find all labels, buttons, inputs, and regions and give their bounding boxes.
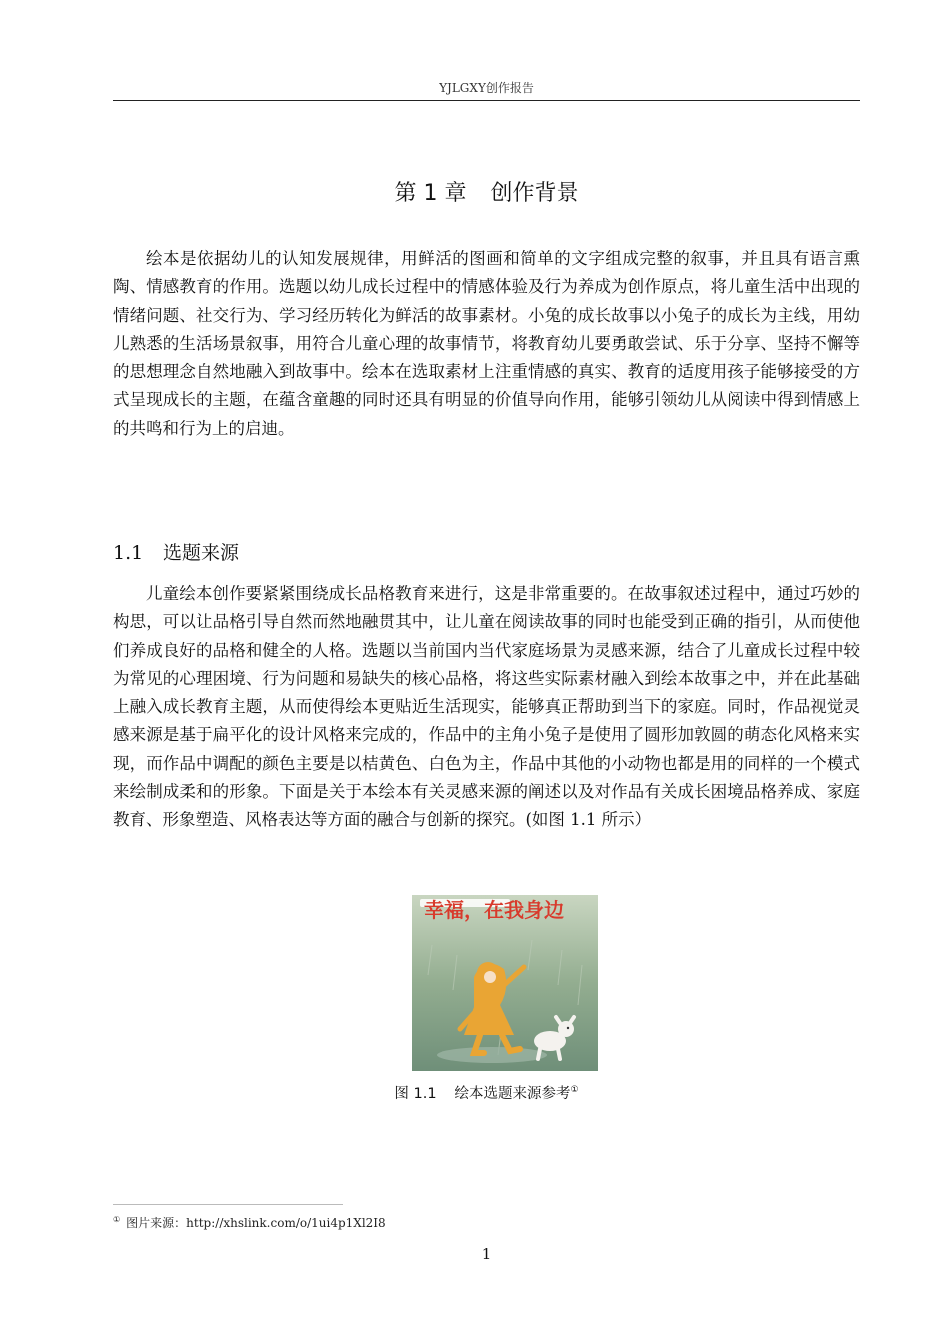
footnote-rule	[113, 1204, 343, 1205]
footnote-mark: ①	[113, 1215, 121, 1224]
footnote	[113, 1214, 860, 1231]
footnote-text: 图片来源：http://xhslink.com/o/1ui4p1Xl2I8	[126, 1216, 386, 1230]
picture-book-cover-image	[412, 895, 598, 1071]
section-title: 选题来源	[163, 542, 240, 564]
header-rule	[113, 100, 860, 101]
footnote-reference-mark: ①	[570, 1085, 579, 1096]
figure-caption	[113, 1082, 860, 1103]
chapter-name: 创作背景	[490, 181, 579, 206]
cover-title-text: 幸福，在我身边	[424, 898, 564, 922]
running-header: YJLGXY创作报告	[439, 81, 534, 95]
chapter-title	[113, 176, 860, 207]
chapter-number: 第 1 章	[394, 181, 467, 206]
section-heading	[113, 538, 239, 565]
page-number: 1	[481, 1245, 492, 1263]
section-number: 1.1	[113, 542, 144, 564]
cover-illustration	[412, 895, 598, 1071]
body-paragraph-2: 儿童绘本创作要紧紧围绕成长品格教育来进行，这是非常重要的。在故事叙述过程中，通过巧妙的构思，可以让品格引导自然而然地融贯其中，让儿童在阅读故事的同时也能受到正确的指引，从而使他们养成良好的品格和健全的人格。选题以当前国内当代家庭场景为灵感来源，结合了儿童成长过程中较为常见的心理困境、行为问题和易缺失的核心品格，将这些实际素材融入到绘本故事之中，并在此基础上融入成长教育主题，从而使得绘本更贴近生活现实，能够真正帮助到当下的家庭。同时，作品视觉灵感来源是基于扁平化的设计风格来完成的，作品中的主角小兔子是使用了圆形加敦圆的萌态化风格来实现，而作品中调配的颜色主要是以桔黄色、白色为主，作品中其他的小动物也都是用的同样的一个模式来绘制成柔和的形象。下面是关于本绘本有关灵感来源的阐述以及对作品有关成长困境品格养成、家庭教育、形象塑造、风格表达等方面的融合与创新的探究。(如图 1.1 所示）	[113, 584, 860, 830]
figure-number: 图 1.1	[394, 1086, 437, 1102]
body-paragraph-1: 绘本是依据幼儿的认知发展规律，用鲜活的图画和简单的文字组成完整的叙事，并且具有语言熏陶、情感教育的作用。选题以幼儿成长过程中的情感体验及行为养成为创作原点，将儿童生活中出现的情绪问题、社交行为、学习经历转化为鲜活的故事素材。小兔的成长故事以小兔子的成长为主线，用幼儿熟悉的生活场景叙事，用符合儿童心理的故事情节，将教育幼儿要勇敢尝试、乐于分享、坚持不懈等的思想理念自然地融入到故事中。绘本在选取素材上注重情感的真实、教育的适度用孩子能够接受的方式呈现成长的主题，在蕴含童趣的同时还具有明显的价值导向作用，能够引领幼儿从阅读中得到情感上的共鸣和行为上的启迪。	[113, 249, 860, 438]
figure-caption-text: 绘本选题来源参考	[454, 1086, 571, 1102]
